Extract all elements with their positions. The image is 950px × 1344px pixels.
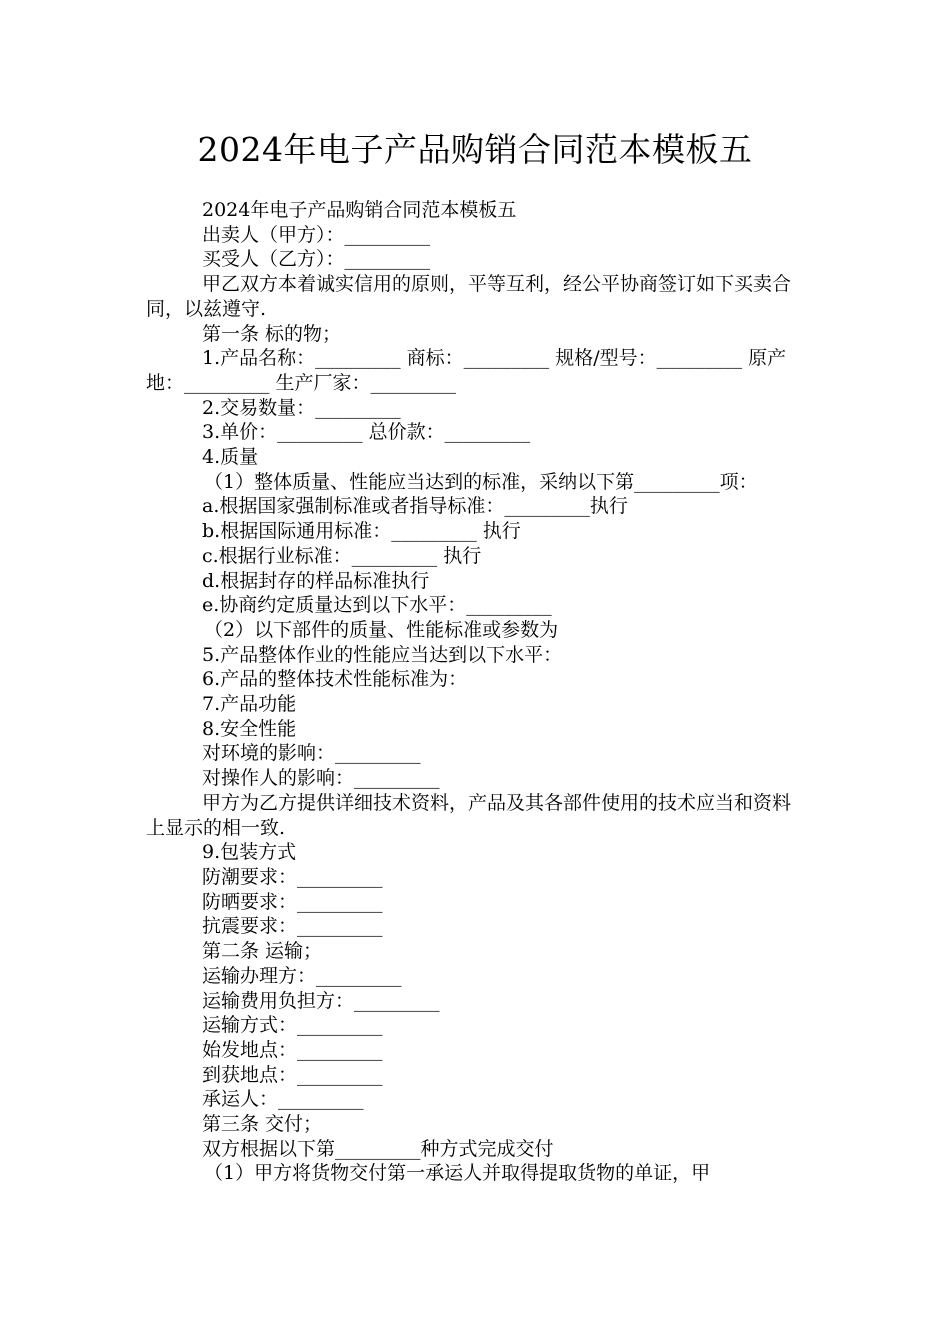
- paragraph-destination: 到获地点：_________: [202, 1063, 383, 1086]
- paragraph-function: 7.产品功能: [202, 693, 297, 716]
- paragraph-environment: 对环境的影响：_________: [202, 742, 421, 765]
- paragraph-buyer: 买受人（乙方）：_________: [202, 248, 431, 271]
- paragraph-seller: 出卖人（甲方）：_________: [202, 223, 431, 246]
- paragraph-safety: 8.安全性能: [202, 717, 297, 740]
- paragraph-option-b: b.根据国际通用标准：_________ 执行: [202, 520, 521, 543]
- paragraph-delivery-method: 双方根据以下第_________种方式完成交付: [202, 1137, 554, 1160]
- document-body: [146, 198, 808, 1186]
- paragraph-delivery-option-1: （1）甲方将货物交付第一承运人并取得提取货物的单证，甲: [204, 1162, 711, 1185]
- paragraph-option-d: d.根据封存的样品标准执行: [202, 569, 430, 592]
- paragraph-transport-cost: 运输费用负担方：_________: [202, 989, 440, 1012]
- document-title: 2024年电子产品购销合同范本模板五: [197, 130, 753, 169]
- paragraph-moisture: 防潮要求：_________: [202, 865, 383, 888]
- paragraph-quality: 4.质量: [202, 446, 259, 469]
- paragraph-shock: 抗震要求：_________: [202, 915, 383, 938]
- paragraph-preamble: 甲乙双方本着诚实信用的原则，平等互利，经公平协商签订如下买卖合同，以兹遵守.: [146, 273, 792, 320]
- paragraph-sun: 防晒要求：_________: [202, 890, 383, 913]
- paragraph-transport-mode: 运输方式：_________: [202, 1014, 383, 1037]
- paragraph-option-a: a.根据国家强制标准或者指导标准：_________执行: [202, 495, 628, 518]
- paragraph-transport-handler: 运输办理方：_________: [202, 964, 402, 987]
- paragraph-subtitle: 2024年电子产品购销合同范本模板五: [202, 199, 517, 221]
- paragraph-tech-docs: 甲方为乙方提供详细技术资料，产品及其各部件使用的技术应当和资料上显示的相一致.: [146, 791, 792, 839]
- paragraph-option-c: c.根据行业标准：_________ 执行: [202, 544, 482, 567]
- paragraph-price: 3.单价：_________ 总价款：_________: [202, 421, 531, 444]
- paragraph-parts-standard: （2）以下部件的质量、性能标准或参数为: [204, 618, 559, 641]
- paragraph-option-e: e.协商约定质量达到以下水平：_________: [202, 594, 552, 617]
- paragraph-packaging: 9.包装方式: [202, 841, 297, 864]
- paragraph-origin: 始发地点：_________: [202, 1038, 383, 1061]
- paragraph-operator: 对操作人的影响：_________: [202, 767, 440, 790]
- paragraph-product-info: 1.产品名称：_________ 商标：_________ 规格/型号：_________ 原产地：_________ 生产厂家：_________: [146, 347, 787, 394]
- paragraph-carrier: 承运人：_________: [202, 1088, 364, 1111]
- paragraph-quality-standard: （1）整体质量、性能应当达到的标准，采纳以下第_________项：: [204, 470, 758, 493]
- paragraph-performance: 5.产品整体作业的性能应当达到以下水平：: [202, 643, 563, 666]
- paragraph-article-1: 第一条 标的物；: [202, 322, 342, 345]
- paragraph-tech-standard: 6.产品的整体技术性能标准为：: [202, 668, 468, 691]
- paragraph-quantity: 2.交易数量：_________: [202, 396, 401, 419]
- paragraph-article-2: 第二条 运输；: [202, 940, 323, 963]
- paragraph-article-3: 第三条 交付；: [202, 1113, 323, 1136]
